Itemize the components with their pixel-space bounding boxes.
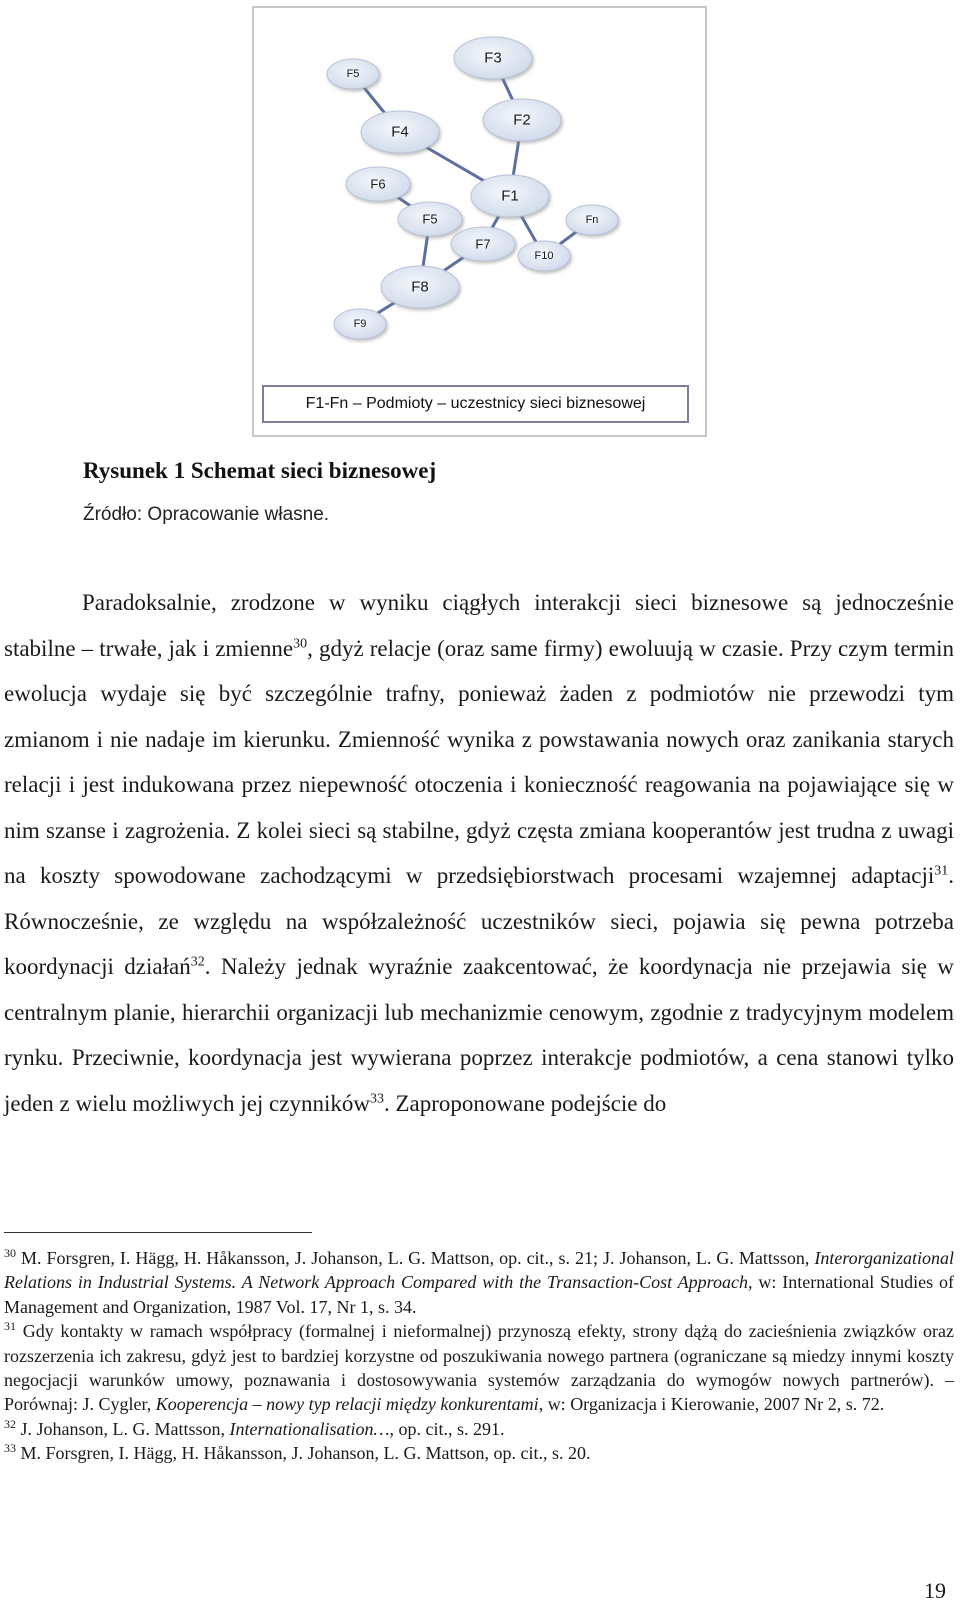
figure-legend: F1-Fn – Podmioty – uczestnicy sieci biznesowej [262,385,689,423]
node-label: F4 [391,123,409,141]
node-label: F10 [534,250,554,262]
node-f9 [334,309,386,339]
node-fn [566,205,618,235]
footnote-ref-30: 30 [293,635,308,651]
diagram-nodes [327,37,618,339]
network-diagram [254,8,709,439]
footnote-title: Interorganizational Relations in Industrial Systems. A Network Approach Compared with the Transaction-Cost Approach [4,1248,954,1293]
node-f2 [483,99,561,141]
footnote-text: , w: International Studies of Management and Organization, 1987 Vol. 17, Nr 1, s. 34. [4,1272,954,1317]
footnote-text: M. Forsgren, I. Hägg, H. Håkansson, J. Johanson, L. G. Mattson, op. cit., s. 21; J. Johanson, L. G. Mattsson, [16,1248,815,1268]
node-f1 [471,175,549,217]
footnote-number: 30 [4,1246,16,1260]
footnote-title: Internationalisation… [229,1418,390,1439]
body-paragraph [4,580,954,1126]
body-text-segment: . Zaproponowane podejście do [383,1090,667,1116]
node-label: F5 [422,211,438,227]
footnote-ref-33: 33 [369,1090,384,1106]
footnote-text: , w: Organizacja i Kierowanie, 2007 Nr 2, s. 72. [538,1394,885,1415]
footnote-title: Kooperencja – nowy typ relacji między konkurentami [155,1394,539,1415]
node-label: Fn [585,214,599,226]
node-label: F1 [501,187,519,205]
footnote-separator [4,1232,312,1233]
footnotes [4,1246,954,1466]
footnote-number: 31 [4,1319,16,1334]
node-f7 [451,227,515,261]
footnote-text: M. Forsgren, I. Hägg, H. Håkansson, J. Johanson, L. G. Mattson, op. cit., s. 20. [16,1443,591,1464]
footnote-30 [4,1246,954,1319]
footnote-ref-31: 31 [934,863,949,879]
figure-caption-source: Źródło: Opracowanie własne. [83,504,330,525]
figure-network-diagram [252,6,707,437]
footnote-text: J. Johanson, L. G. Mattsson, [16,1418,230,1439]
body-text-segment: , gdyż relacje (oraz same firmy) ewoluują w czasie. Przy czym termin ewolucja wydaje się być szczególnie trafny, ponieważ żaden z podmiotów nie przewodzi tym zmianom i nie nadaje im kierunku. Zmienność wynika z powstawania nowych oraz zanikania starych relacji i jest indukowana przez niepewność otoczenia i konieczność reagowania na pojawiające się w nim szanse i zagrożenia. Z kolei sieci są stabilne, gdyż częsta zmiana kooperantów jest trudna z uwagi na koszty spowodowane zachodzącymi w przedsiębiorstwach procesami wzajemnej adaptacji [4,635,954,888]
footnote-text: Gdy kontakty w ramach współpracy (formalnej i nieformalnej) przynoszą efekty, strony dążą do zacieśnienia związków oraz rozszerzenia ich zakresu, gdyż jest to bardziej korzystne od poszukiwania nowego partnera (ograniczane są miedzy innymi koszty negocjacji warunków umowy, poznawania i dostosowywania systemów zarządzania do wymogów nowych partnerów). – Porównaj: J. Cygler, [4,1321,954,1415]
node-label: F5 [346,68,360,80]
node-f4 [361,111,439,153]
footnote-number: 32 [4,1416,16,1431]
node-f5 [398,202,462,236]
node-label: F6 [370,176,386,192]
node-f6 [346,167,410,201]
body-text-segment: . Równocześnie, ze względu na współzależność uczestników sieci, pojawia się pewna potrzeba koordynacji działań [4,863,954,979]
node-f5 [327,59,379,89]
node-f10 [518,241,570,271]
page-number: 19 [924,1578,946,1603]
footnote-32 [4,1417,954,1441]
node-label: F3 [484,49,502,67]
node-label: F9 [353,318,367,330]
footnote-ref-32: 32 [190,954,205,970]
footnote-33 [4,1441,954,1465]
body-text-segment: . Należy jednak wyraźnie zaakcentować, że koordynacja nie przejawia się w centralnym planie, hierarchii organizacji lub mechanizmie cenowym, zgodnie z tradycyjnym modelem rynku. Przeciwnie, koordynacja jest wywierana poprzez interakcje podmiotów, a cena stanowi tylko jeden z wielu możliwych jej czynników [4,954,954,1116]
figure-caption-title: Rysunek 1 Schemat sieci biznesowej [83,458,437,483]
node-label: F7 [475,236,491,252]
node-label: F2 [513,111,531,129]
footnote-text: , op. cit., s. 291. [389,1418,505,1439]
node-f8 [381,266,459,308]
node-label: F8 [411,278,429,296]
footnote-number: 33 [4,1441,16,1456]
node-f3 [454,37,532,79]
body-text-segment: Paradoksalnie, zrodzone w wyniku ciągłych interakcji sieci biznesowe są jednocześnie stabilne – trwałe, jak i zmienne [4,590,954,661]
footnote-31 [4,1319,954,1417]
